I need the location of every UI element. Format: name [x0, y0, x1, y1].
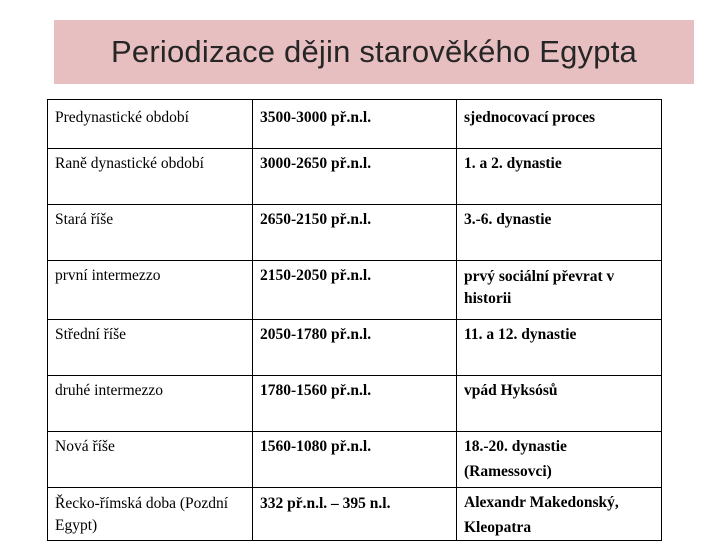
table-row [48, 488, 662, 541]
table-row [48, 320, 662, 376]
dates-cell: 2050-1780 př.n.l. [253, 320, 457, 376]
note-cell: vpád Hyksósů [457, 376, 662, 432]
note-cell: 1. a 2. dynastie [457, 149, 662, 205]
note-cell: 18.-20. dynastie (Ramessovci) [457, 432, 662, 488]
period-cell: Nová říše [48, 432, 253, 488]
dates-cell: 2150-2050 př.n.l. [253, 261, 457, 320]
page-title: Periodizace dějin starověkého Egypta [111, 34, 637, 69]
periods-table [47, 99, 662, 541]
period-cell: první intermezzo [48, 261, 253, 320]
period-cell: Střední říše [48, 320, 253, 376]
period-cell: druhé intermezzo [48, 376, 253, 432]
note-cell: 3.-6. dynastie [457, 205, 662, 261]
dates-cell: 2650-2150 př.n.l. [253, 205, 457, 261]
period-cell: Řecko-římská doba (Pozdní Egypt) [48, 488, 253, 541]
period-cell: Stará říše [48, 205, 253, 261]
note-cell: prvý sociální převrat v historii [457, 261, 662, 320]
dates-cell: 332 př.n.l. – 395 n.l. [253, 488, 457, 541]
table-row [48, 149, 662, 205]
table-row [48, 261, 662, 320]
dates-cell: 1560-1080 př.n.l. [253, 432, 457, 488]
table-row [48, 432, 662, 488]
note-cell: Alexandr Makedonský, Kleopatra [457, 488, 662, 541]
table-row [48, 205, 662, 261]
dates-cell: 1780-1560 př.n.l. [253, 376, 457, 432]
period-cell: Predynastické období [48, 100, 253, 149]
note-cell: sjednocovací proces [457, 100, 662, 149]
period-cell: Raně dynastické období [48, 149, 253, 205]
dates-cell: 3000-2650 př.n.l. [253, 149, 457, 205]
title-banner [54, 20, 694, 84]
table-row [48, 376, 662, 432]
note-cell: 11. a 12. dynastie [457, 320, 662, 376]
dates-cell: 3500-3000 př.n.l. [253, 100, 457, 149]
table-row [48, 100, 662, 149]
